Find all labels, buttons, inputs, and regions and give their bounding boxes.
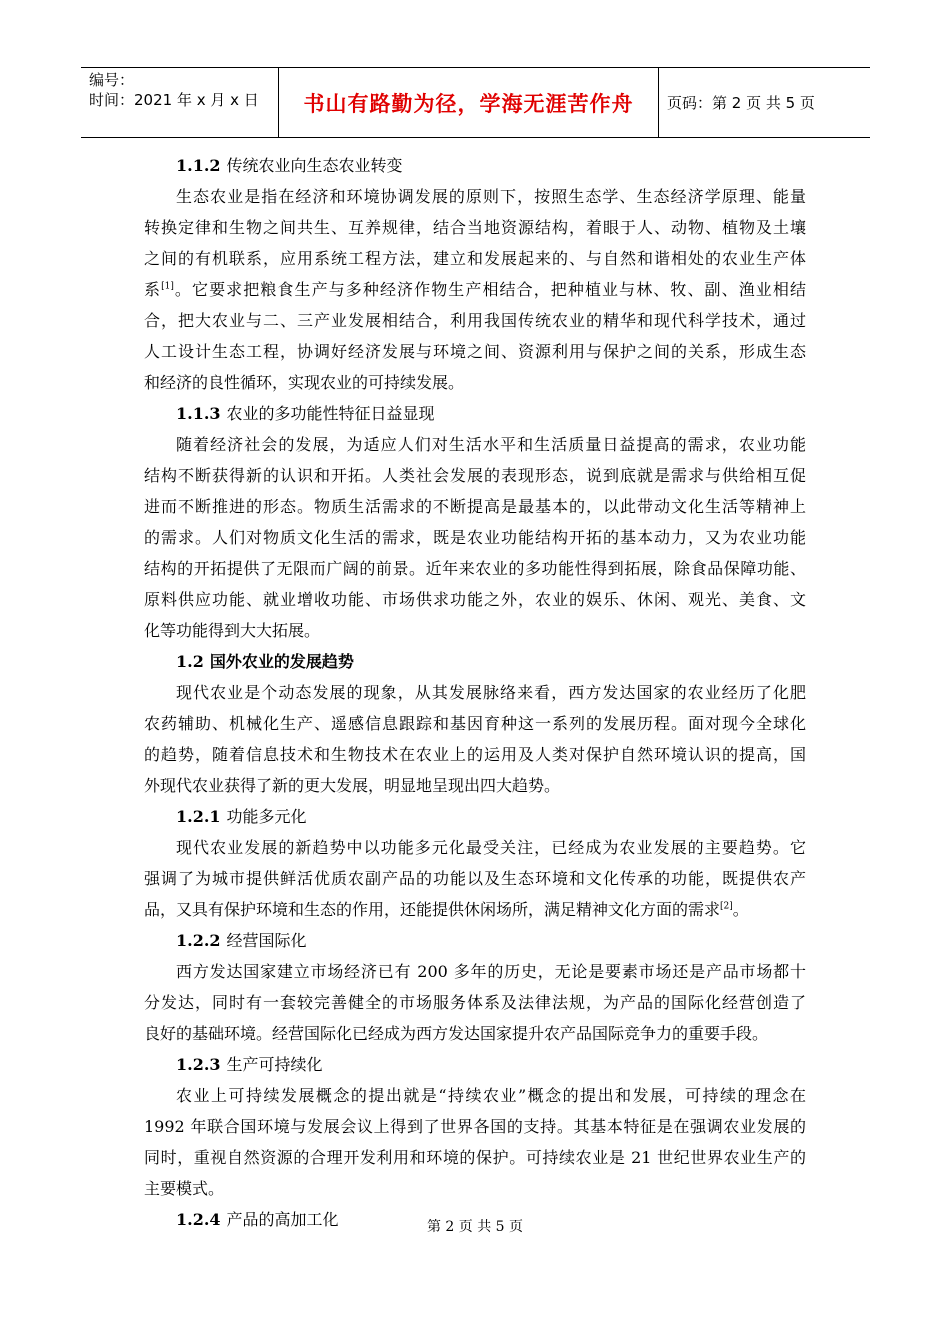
citation-ref: [1] bbox=[161, 281, 174, 292]
header-page-number: 页码：第 2 页 共 5 页 bbox=[667, 94, 815, 112]
paragraph-line: 结构的开拓提供了无限而广阔的前景。近年来农业的多功能性得到拓展，除食品保障功能、 bbox=[144, 559, 806, 578]
paragraph-line: 系[1]。它要求把粮食生产与多种经济作物生产相结合，把种植业与林、牧、副、渔业相结 bbox=[144, 280, 806, 299]
paragraph-line: 人工设计生态工程，协调好经济发展与环境之间、资源利用与保护之间的关系，形成生态 bbox=[144, 342, 806, 361]
paragraph-line: 之间的有机联系，应用系统工程方法，建立和发展起来的、与自然和谐相处的农业生产体 bbox=[144, 249, 806, 268]
paragraph-line: 外现代农业获得了新的更大发展，明显地呈现出四大趋势。 bbox=[144, 776, 561, 795]
paragraph-line: 的趋势，随着信息技术和生物技术在农业上的运用及人类对保护自然环境认识的提高，国 bbox=[144, 745, 806, 764]
section-heading: 1.2.4 产品的高加工化 bbox=[176, 1210, 339, 1229]
header-number: 编号： bbox=[89, 71, 135, 89]
page-header bbox=[81, 67, 870, 138]
paragraph-line: 1992 年联合国环境与发展会议上得到了世界各国的支持。其基本特征是在强调农业发展的 bbox=[144, 1117, 806, 1136]
paragraph-line: 农业上可持续发展概念的提出就是“持续农业”概念的提出和发展，可持续的理念在 bbox=[176, 1086, 806, 1105]
section-heading: 1.2.3 生产可持续化 bbox=[176, 1055, 323, 1074]
section-heading: 1.2.2 经营国际化 bbox=[176, 931, 307, 950]
paragraph-line: 随着经济社会的发展，为适应人们对生活水平和生活质量日益提高的需求，农业功能 bbox=[176, 435, 806, 454]
header-time: 时间：2021 年 x 月 x 日 bbox=[89, 91, 259, 109]
paragraph-line: 农药辅助、机械化生产、遥感信息跟踪和基因育种这一系列的发展历程。面对现今全球化 bbox=[144, 714, 806, 733]
paragraph-line: 主要模式。 bbox=[144, 1179, 225, 1198]
paragraph-line: 生态农业是指在经济和环境协调发展的原则下，按照生态学、生态经济学原理、能量 bbox=[176, 187, 806, 206]
section-heading: 1.2 国外农业的发展趋势 bbox=[176, 652, 354, 671]
paragraph-line: 西方发达国家建立市场经济已有 200 多年的历史，无论是要素市场还是产品市场都十 bbox=[176, 962, 806, 981]
paragraph-line: 结构不断获得新的认识和开拓。人类社会发展的表现形态，说到底就是需求与供给相互促 bbox=[144, 466, 806, 485]
paragraph-line: 进而不断推进的形态。物质生活需求的不断提高是最基本的，以此带动文化生活等精神上 bbox=[144, 497, 806, 516]
header-motto: 书山有路勤为径，学海无涯苦作舟 bbox=[303, 91, 634, 116]
section-heading: 1.1.3 农业的多功能性特征日益显现 bbox=[176, 404, 435, 423]
paragraph-line: 的需求。人们对物质文化生活的需求，既是农业功能结构开拓的基本动力，又为农业功能 bbox=[144, 528, 806, 547]
paragraph-line: 品，又具有保护环境和生态的作用，还能提供休闲场所，满足精神文化方面的需求[2]。 bbox=[144, 900, 749, 919]
paragraph-line: 良好的基础环境。经营国际化已经成为西方发达国家提升农产品国际竞争力的重要手段。 bbox=[144, 1024, 769, 1043]
section-heading: 1.2.1 功能多元化 bbox=[176, 807, 307, 826]
page-footer: 第 2 页 共 5 页 bbox=[426, 1219, 524, 1235]
header-page-cell bbox=[659, 68, 870, 137]
section-heading: 1.1.2 传统农业向生态农业转变 bbox=[176, 156, 403, 175]
paragraph-line: 转换定律和生物之间共生、互养规律，结合当地资源结构，着眼于人、动物、植物及土壤 bbox=[144, 218, 806, 237]
paragraph-line: 原料供应功能、就业增收功能、市场供求功能之外，农业的娱乐、休闲、观光、美食、文 bbox=[144, 590, 806, 609]
header-meta bbox=[81, 68, 279, 137]
paragraph-line: 合，把大农业与二、三产业发展相结合，利用我国传统农业的精华和现代科学技术，通过 bbox=[144, 311, 806, 330]
paragraph-line: 和经济的良性循环，实现农业的可持续发展。 bbox=[144, 373, 465, 392]
citation-ref: [2] bbox=[720, 901, 733, 912]
paragraph-line: 现代农业发展的新趋势中以功能多元化最受关注，已经成为农业发展的主要趋势。它 bbox=[176, 838, 806, 857]
paragraph-line: 同时，重视自然资源的合理开发利用和环境的保护。可持续农业是 21 世纪世界农业生产的 bbox=[144, 1148, 806, 1167]
paragraph-line: 化等功能得到大大拓展。 bbox=[144, 621, 321, 640]
paragraph-line: 强调了为城市提供鲜活优质农副产品的功能以及生态环境和文化传承的功能，既提供农产 bbox=[144, 869, 806, 888]
paragraph-line: 现代农业是个动态发展的现象，从其发展脉络来看，西方发达国家的农业经历了化肥 bbox=[176, 683, 806, 702]
paragraph-line: 分发达，同时有一套较完善健全的市场服务体系及法律法规，为产品的国际化经营创造了 bbox=[144, 993, 806, 1012]
header-motto-cell bbox=[279, 68, 659, 137]
document-body bbox=[144, 150, 806, 1235]
